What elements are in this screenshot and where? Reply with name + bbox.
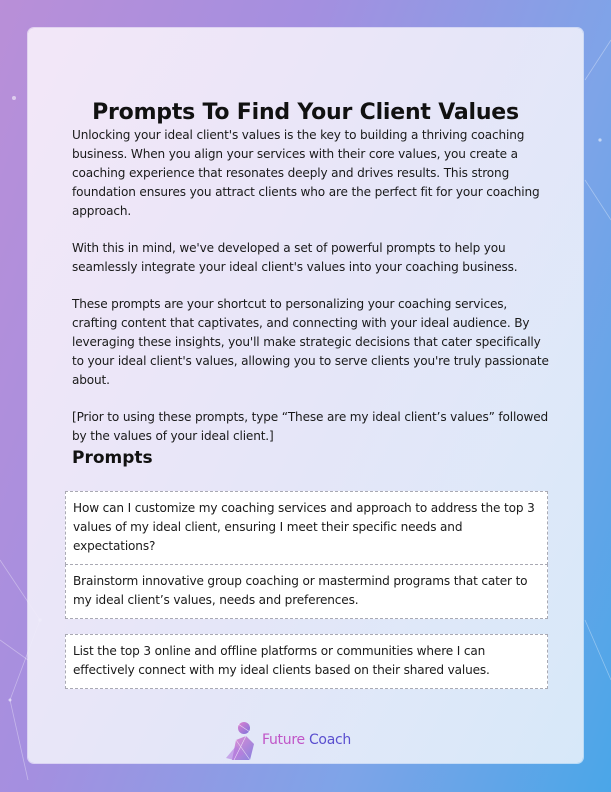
future-coach-logo: [222, 720, 382, 762]
page-title: Prompts To Find Your Client Values: [92, 100, 519, 125]
prompt-box-1: How can I customize my coaching services and approach to address the top 3 values of my ideal client, ensuring I meet their specific needs and expectations?: [65, 491, 548, 565]
intro-paragraph-2: With this in mind, we've developed a set of powerful prompts to help you seamlessly integrate your ideal client's values into your coaching business.: [72, 241, 518, 274]
intro-paragraph-3: These prompts are your shortcut to personalizing your coaching services, crafting content that captivates, and connecting with your ideal audience. By leveraging these insights, you'll make strategic decisions that cater specifically to your ideal client's values, allowing you to serve clients you're truly passionate about.: [72, 297, 549, 387]
prompts-heading: Prompts: [72, 448, 153, 468]
content-card: [28, 28, 583, 763]
future-coach-logo-icon: [222, 720, 260, 762]
logo-word-future: Future: [262, 732, 305, 748]
prompt-box-2: Brainstorm innovative group coaching or mastermind programs that cater to my ideal client’s values, needs and preferences.: [65, 564, 548, 619]
logo-word-coach: Coach: [304, 732, 351, 748]
logo-wordmark: [262, 732, 351, 748]
intro-text: [72, 126, 550, 464]
instruction-paragraph: [Prior to using these prompts, type “These are my ideal client’s values” followed by the values of your ideal client.]: [72, 410, 549, 443]
intro-paragraph-1: Unlocking your ideal client's values is the key to building a thriving coaching business. When you align your services with their core values, you create a coaching experience that resonates deeply and drives results. This strong foundation ensures you attract clients who are the perfect fit for your coaching approach.: [72, 128, 540, 218]
prompt-box-3: List the top 3 online and offline platforms or communities where I can effectively connect with my ideal clients based on their shared values.: [65, 634, 548, 689]
